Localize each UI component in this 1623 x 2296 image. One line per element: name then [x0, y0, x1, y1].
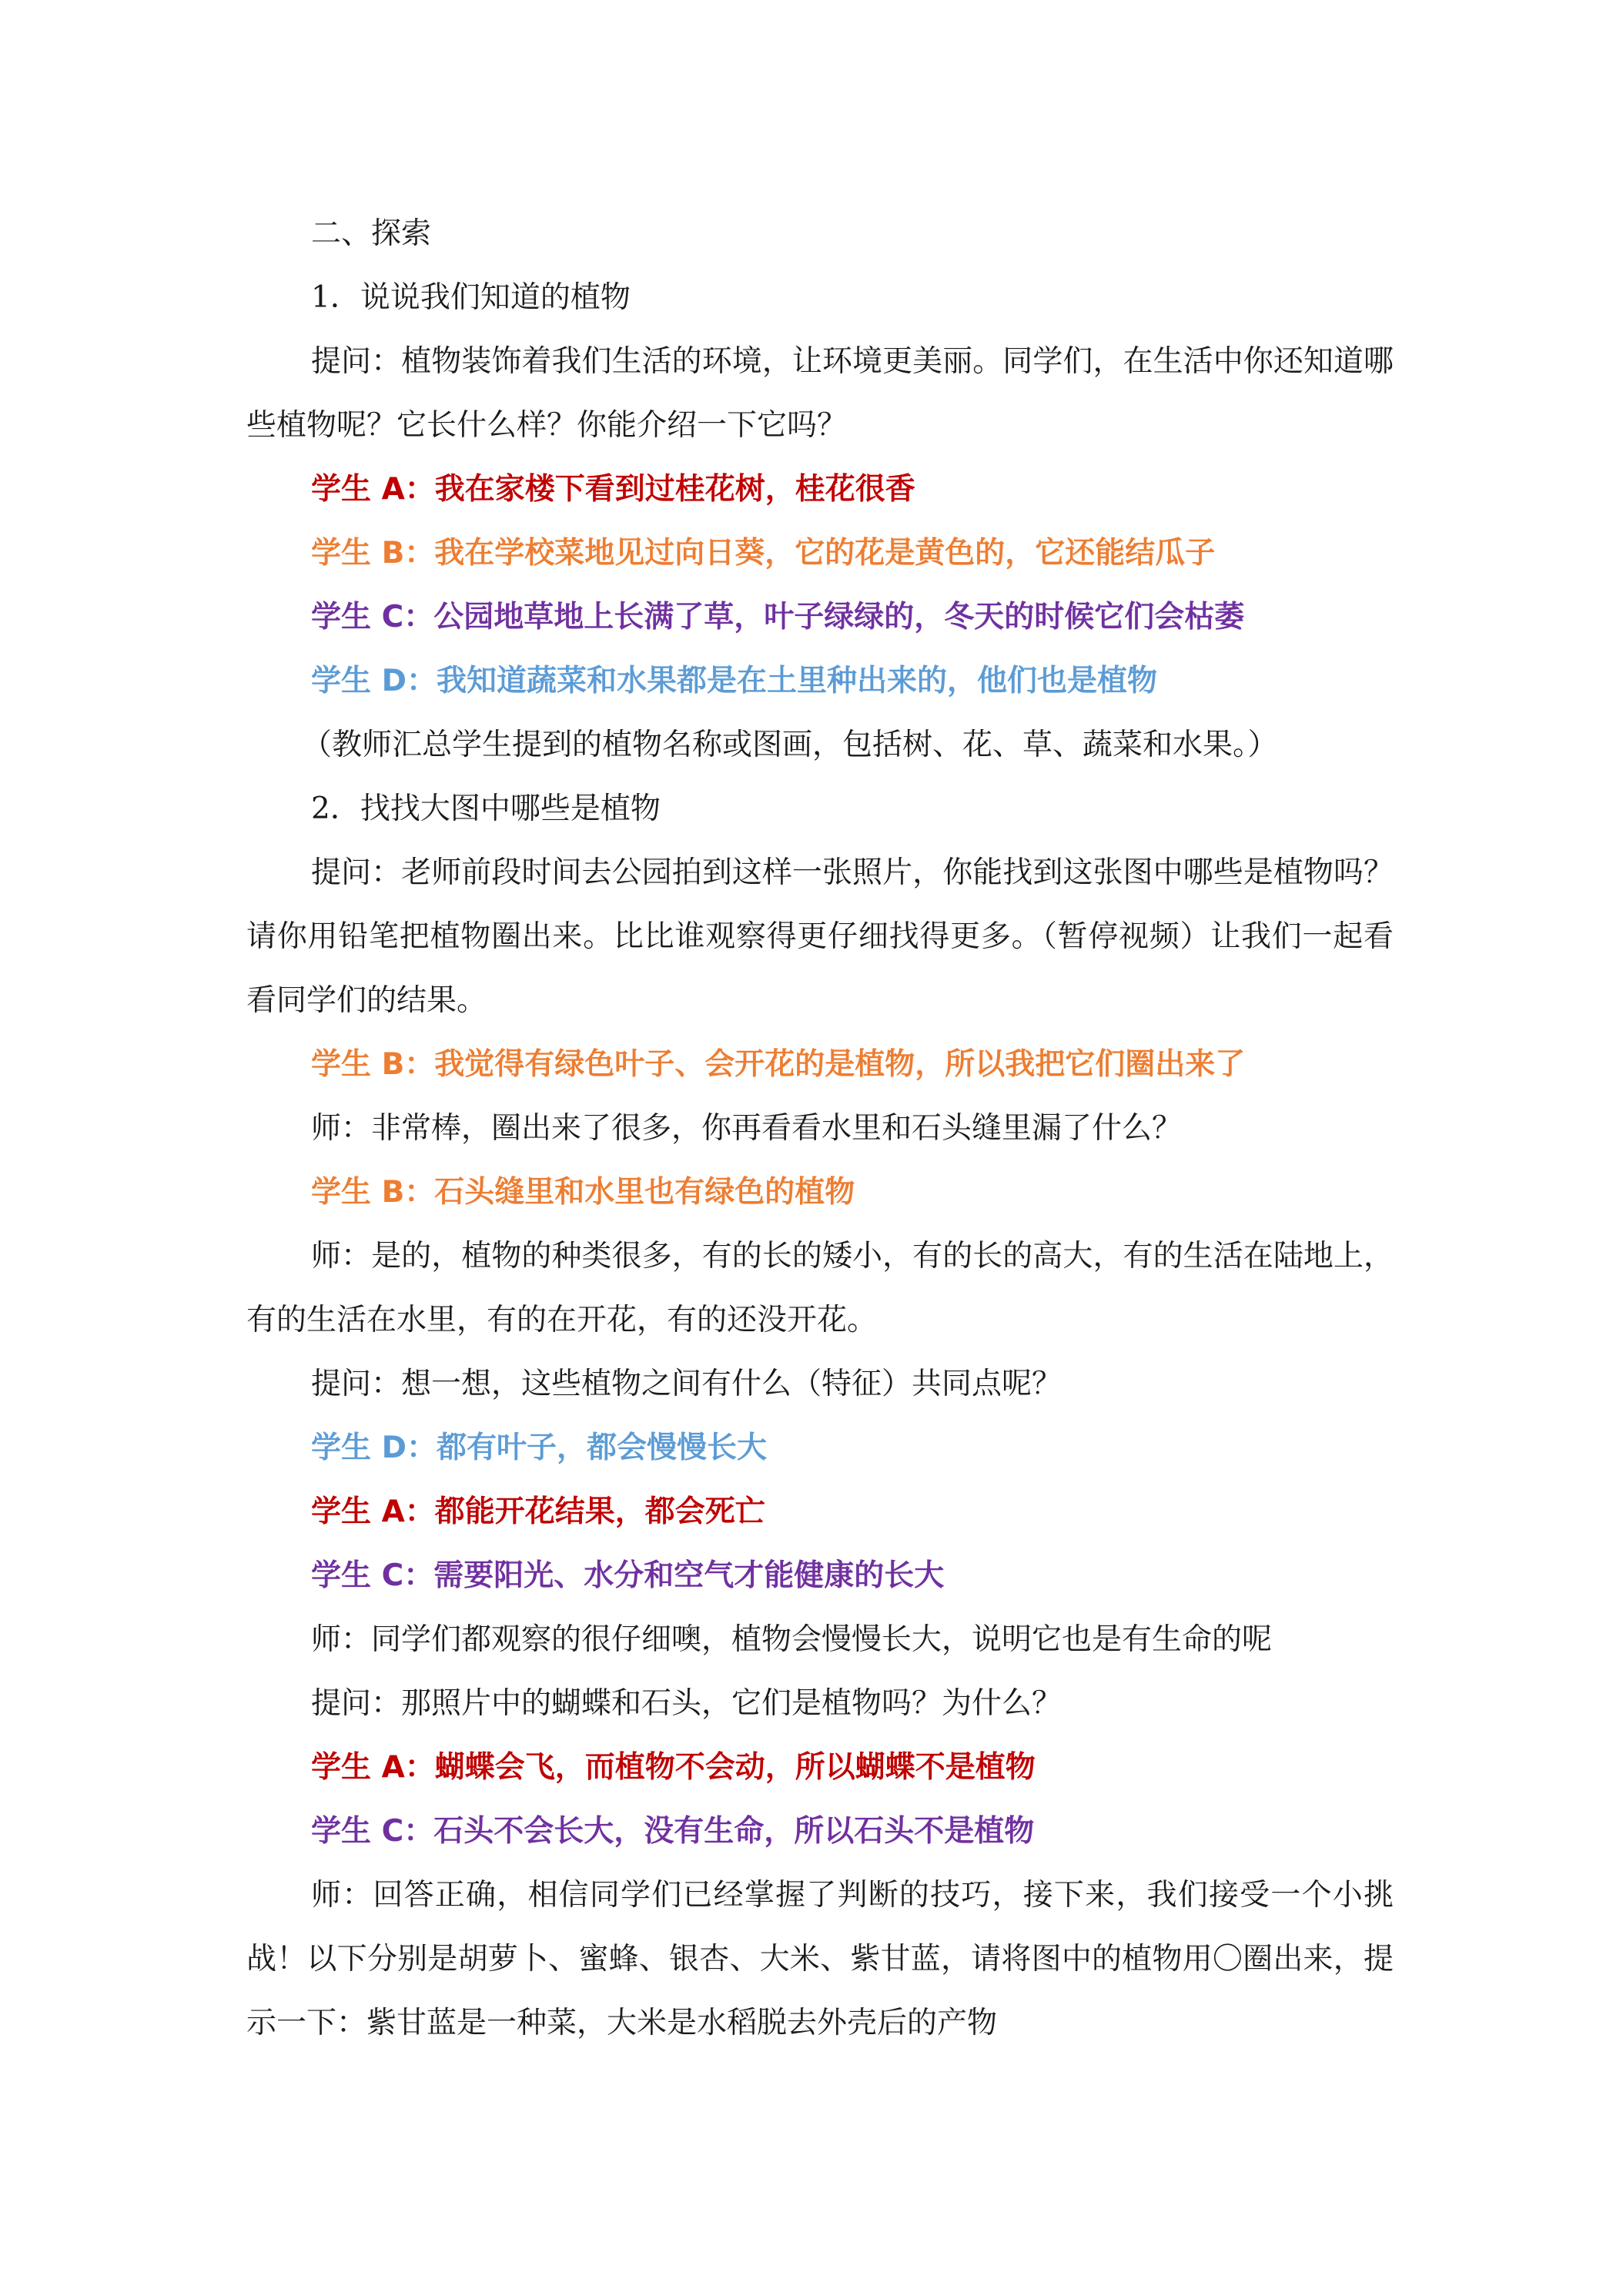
student-c-answer-2: 学生 C：需要阳光、水分和空气才能健康的长大: [311, 1558, 945, 1593]
student-d-answer-2: 学生 D：都有叶子，都会慢慢长大: [311, 1431, 767, 1465]
question-4: 提问：那照片中的蝴蝶和石头，它们是植物吗？为什么？: [311, 1686, 1062, 1721]
student-c-answer-3: 学生 C：石头不会长大，没有生命，所以石头不是植物: [311, 1814, 1035, 1849]
question-2: 提问：老师前段时间去公园拍到这样一张照片，你能找到这张图中哪些是植物吗？请你用铅笔把植物圈出来。比比谁观察得更仔细找得更多。（暂停视频）让我们一起看看同学们的结果。: [246, 855, 1394, 1018]
student-a-answer-2: 学生 A：都能开花结果，都会死亡: [311, 1494, 765, 1529]
item1-heading: 1．说说我们知道的植物: [311, 280, 631, 315]
teacher-reply-4: 师：回答正确，相信同学们已经掌握了判断的技巧，接下来，我们接受一个小挑战！以下分别是胡萝卜、蜜蜂、银杏、大米、紫甘蓝，请将图中的植物用〇圈出来，提示一下：紫甘蓝是一种菜，大米是水稻脱去外壳后的产物: [246, 1878, 1394, 2040]
item2-heading: 2．找找大图中哪些是植物: [311, 792, 661, 826]
student-b-answer-1: 学生 B：我在学校菜地见过向日葵，它的花是黄色的，它还能结瓜子: [311, 536, 1216, 571]
question-1: 提问：植物装饰着我们生活的环境，让环境更美丽。同学们，在生活中你还知道哪些植物呢？它长什么样？你能介绍一下它吗？: [246, 344, 1394, 443]
student-a-answer-1: 学生 A：我在家楼下看到过桂花树，桂花很香: [311, 472, 915, 507]
section-heading: 二、探索: [311, 216, 432, 251]
student-c-answer-1: 学生 C：公园地草地上长满了草，叶子绿绿的，冬天的时候它们会枯萎: [311, 600, 1245, 634]
student-d-answer-1: 学生 D：我知道蔬菜和水果都是在土里种出来的，他们也是植物: [311, 664, 1157, 698]
student-b-answer-2: 学生 B：我觉得有绿色叶子、会开花的是植物，所以我把它们圈出来了: [311, 1047, 1246, 1082]
document-page: [246, 202, 1394, 2055]
teacher-reply-1: 师：非常棒，圈出来了很多，你再看看水里和石头缝里漏了什么？: [311, 1111, 1183, 1146]
teacher-reply-3: 师：同学们都观察的很仔细噢，植物会慢慢长大，说明它也是有生命的呢: [311, 1622, 1273, 1657]
teacher-reply-2: 师：是的，植物的种类很多，有的长的矮小，有的长的高大，有的生活在陆地上，有的生活在水里，有的在开花，有的还没开花。: [246, 1239, 1394, 1337]
teacher-note: （教师汇总学生提到的植物名称或图画，包括树、花、草、蔬菜和水果。）: [302, 728, 1278, 762]
question-3: 提问：想一想，这些植物之间有什么（特征）共同点呢？: [311, 1367, 1062, 1401]
student-a-answer-3: 学生 A：蝴蝶会飞，而植物不会动，所以蝴蝶不是植物: [311, 1750, 1036, 1785]
student-b-answer-3: 学生 B：石头缝里和水里也有绿色的植物: [311, 1175, 855, 1210]
